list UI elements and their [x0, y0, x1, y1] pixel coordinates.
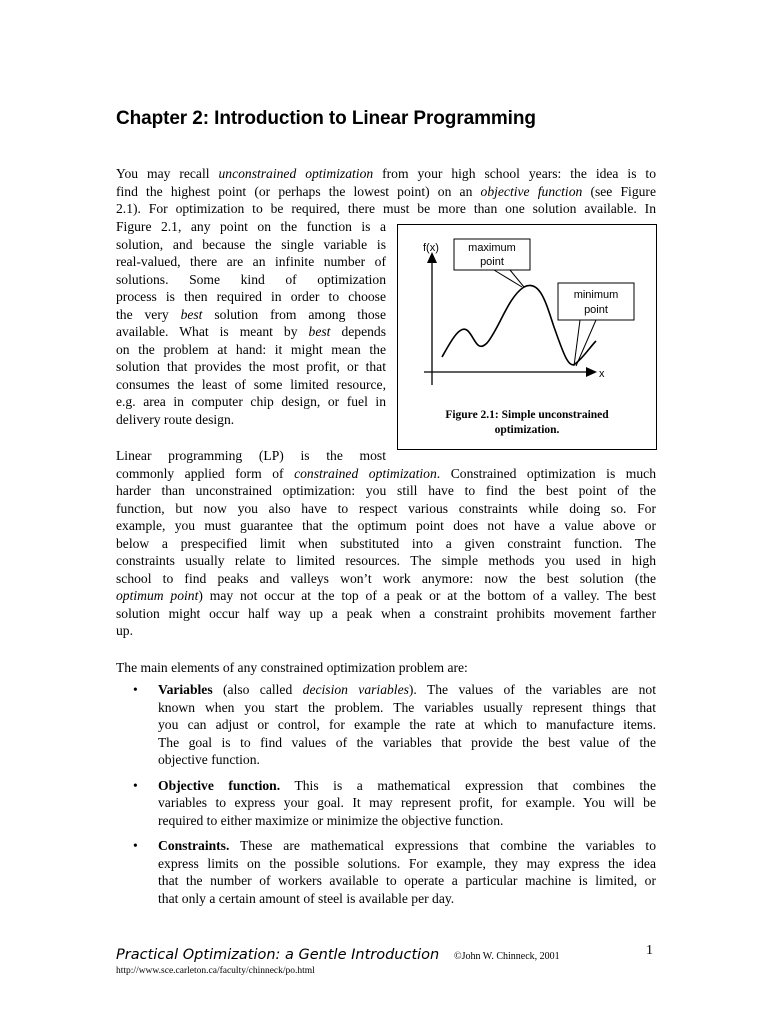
- list-item-variables: [116, 681, 656, 769]
- text-line: Figure 2.1, any point on the function is a: [116, 219, 386, 234]
- minimum-label-line-1: minimum: [573, 289, 619, 301]
- text-line: harder than unconstrained optimization: you still have to find the best point of the: [116, 483, 656, 498]
- text-run: ) may not occur at the top of a peak or at the bottom of a valley. The best: [198, 588, 656, 603]
- maximum-label-line-1: maximum: [468, 242, 516, 254]
- text-run: depends: [330, 324, 386, 339]
- text-run: the very: [116, 306, 181, 322]
- caption-line: optimization.: [494, 424, 560, 436]
- text-line: [116, 183, 656, 201]
- bold-term: Variables: [158, 682, 213, 697]
- text-run: from your high school years: the idea is to: [373, 166, 656, 181]
- text-line: real-valued, there are an infinite number of: [116, 254, 386, 269]
- text-line: 2.1). For optimization to be required, there must be more than one solution available. In: [116, 201, 656, 216]
- italic-term: best: [180, 306, 203, 322]
- y-axis-label: f(x): [423, 242, 439, 254]
- text-line: Linear programming (LP) is the most: [116, 448, 386, 463]
- text-run: You may recall: [116, 166, 219, 181]
- text-line: express limits on the possible solutions. For example, they may express the idea: [158, 855, 656, 871]
- caption-line: Figure 2.1: Simple unconstrained: [445, 409, 609, 421]
- text-line: [116, 465, 656, 483]
- text-line: [158, 681, 656, 699]
- text-line: solution, and because the single variable is: [116, 236, 386, 252]
- x-axis-label: x: [599, 368, 605, 380]
- text-run: This is a mathematical expression that combines the: [280, 777, 656, 793]
- text-line: [116, 165, 656, 183]
- bold-term: Constraints.: [158, 838, 230, 853]
- italic-term: best: [308, 324, 331, 339]
- text-run: find the highest point (or perhaps the lowest point) on an: [116, 183, 481, 199]
- italic-term: constrained optimization: [294, 465, 437, 481]
- text-line: solution might occur half way up a peak when a constraint prohibits movement farther: [116, 605, 656, 621]
- text-run: ). The values of the variables are not: [408, 682, 656, 697]
- text-run: commonly applied form of: [116, 465, 295, 481]
- text-line: function, but now you also have to respect various constraints while doing so. For: [116, 500, 656, 516]
- italic-term: decision variables: [302, 682, 409, 697]
- text-line: [158, 837, 656, 855]
- figure-2-1: [397, 224, 657, 450]
- text-line: solution that provides the most profit, or that: [116, 359, 386, 374]
- text-line: on the problem at hand: it might mean the: [116, 341, 386, 357]
- text-line: up.: [116, 623, 133, 638]
- page-number: 1: [646, 943, 653, 958]
- text-line: required to either maximize or minimize the objective function.: [158, 812, 504, 828]
- bullet-icon: •: [133, 838, 138, 853]
- text-line: variables to express your goal. It may represent profit, for example. You will be: [158, 795, 656, 810]
- footer-url[interactable]: http://www.sce.carleton.ca/faculty/chinneck/po.html: [116, 966, 315, 976]
- text-line: example, you must guarantee that the optimum point does not have a value above or: [116, 518, 656, 533]
- text-line: delivery route design.: [116, 411, 235, 427]
- intro-paragraph: [116, 165, 656, 218]
- lp-paragraph: [116, 447, 656, 640]
- wrapped-paragraph: [116, 218, 386, 428]
- bold-term: Objective function.: [158, 777, 281, 793]
- text-run: These are mathematical expressions that combine the variables to: [229, 838, 656, 853]
- elements-list: [116, 681, 656, 915]
- text-line: solutions. Some kind of optimization: [116, 271, 386, 287]
- list-item-objective: [116, 777, 656, 830]
- text-line: constraints usually relate to limited resources. The simple methods you used in high: [116, 553, 656, 568]
- text-line: below a prespecified limit when substituted into a given constraint function. The: [116, 535, 656, 551]
- bullet-icon: •: [133, 777, 138, 793]
- text-line: process is then required in order to choose: [116, 289, 386, 304]
- chapter-title: Chapter 2: Introduction to Linear Programming: [116, 108, 536, 129]
- text-run: (see Figure: [582, 183, 656, 199]
- bullet-icon: •: [133, 682, 138, 697]
- text-run: available. What is meant by: [116, 324, 309, 339]
- text-run: (also called: [212, 682, 303, 697]
- text-line: [116, 323, 386, 341]
- text-run: . Constrained optimization is much: [436, 465, 656, 481]
- figure-caption: [398, 408, 656, 438]
- text-line: [116, 306, 386, 324]
- elements-intro: The main elements of any constrained optimization problem are:: [116, 660, 468, 675]
- list-item-constraints: [116, 837, 656, 907]
- footer-copyright: ©John W. Chinneck, 2001: [454, 951, 560, 962]
- text-line: school to find peaks and valleys won’t work anymore: now the best solution (the: [116, 570, 656, 586]
- italic-term: unconstrained optimization: [218, 166, 374, 181]
- text-line: that the number of workers available to operate a particular machine is limited, or: [158, 873, 656, 888]
- text-line: The goal is to find values of the variables that provide the best value of the: [158, 734, 656, 750]
- text-line: [158, 777, 656, 795]
- maximum-label-line-2: point: [480, 256, 504, 268]
- text-line: known when you start the problem. The variables usually represent things that: [158, 699, 656, 715]
- maximum-pointer: [494, 270, 522, 287]
- text-line: that only a certain amount of steel is available per day.: [158, 890, 455, 906]
- text-run: solution from among those: [202, 306, 386, 322]
- x-axis-arrow: [586, 367, 597, 377]
- text-line: e.g. area in computer chip design, or fuel in: [116, 394, 386, 409]
- text-line: you can adjust or control, for example the rate at which to manufacture items.: [158, 717, 656, 732]
- text-line: consumes the least of some limited resource,: [116, 376, 386, 392]
- minimum-label-line-2: point: [584, 304, 608, 316]
- italic-term: objective function: [480, 183, 583, 199]
- text-line: objective function.: [158, 752, 260, 767]
- footer-book-title: Practical Optimization: a Gentle Introduction: [116, 947, 440, 963]
- text-line: [116, 587, 656, 605]
- italic-term: optimum point: [116, 588, 199, 603]
